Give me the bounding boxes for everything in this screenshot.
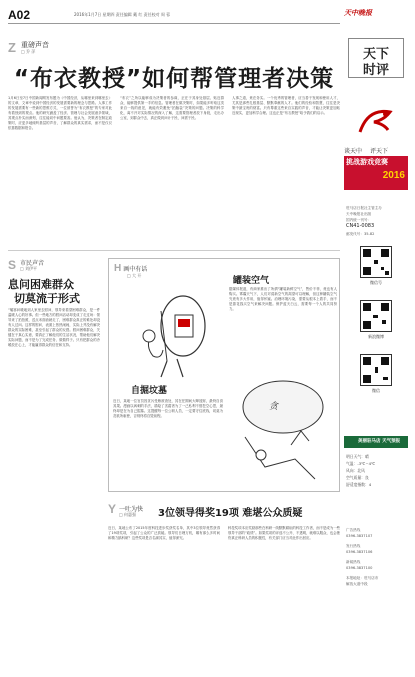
footer-line: 解放大道中段: [346, 582, 368, 586]
qr-code-icon: [361, 247, 391, 277]
cartoon-author: □ 大 开: [127, 273, 142, 278]
kicker-author: □ 何惠强: [119, 512, 137, 517]
kicker-title: 重磅声音: [21, 41, 49, 49]
footer-line: 新闻热线: [346, 560, 361, 564]
cartoon-caption-a: 自掘坟墓: [131, 386, 168, 396]
footer-line: 本报地址：驻马店市: [346, 576, 379, 580]
weather-row: 明日天气：晴: [346, 454, 369, 459]
footer-line: 0396-3837106: [346, 550, 373, 554]
lead-column-3: 人事之道，贵在务实。一个优秀的管理者，应当善于发现和使用人才，尤其是那些扎根基层、默默奉献的人才。他们的经验和智慧，往往是决策中最宝贵的财富。只有尊重这些来自实践的声音，才能让决策更加贴近现实，更加科学合理。这也正是“布衣教授”给予我们的启示。: [232, 96, 340, 115]
lead-headline: “布衣教授”如何帮管理者决策: [13, 66, 335, 92]
footer-line: 0396-3837107: [346, 534, 373, 538]
qr-code-2[interactable]: [360, 300, 392, 332]
kicker-letter: S: [8, 258, 17, 272]
cartoon-grave-illustration: [231, 367, 335, 487]
second-article-text: “嘘寒问暖地到人家里去慰问，领导来看望困难群众，是一件温暖人心的好事。但一些地方的慰问活动却变成了走过场：领导来了拍拍照，送点米面油就走了，困难群众真正的难处却没有人过问。这样的慰问，表面上热热闹闹，实际上并没有解决群众的实际困难，甚至引起了群众的反感。慰问困难群众，关键在于真心实意，要真正了解他们的生活状况，帮助他们解决实际问题，而不是为了完成任务、做做样子。只有把群众的冷暖放在心上，才能赢得群众的信任和支持。: [8, 308, 100, 347]
column-title-line1: 天下: [362, 47, 389, 62]
page-code: A02: [8, 8, 31, 22]
info-line-4: CN41-0083: [346, 223, 375, 229]
column-title-line2: 时评: [362, 63, 389, 78]
cartoon-backpack-illustration: [131, 281, 221, 381]
qr-label-2: 新浪微博: [368, 334, 384, 339]
qr-code-1[interactable]: [360, 246, 392, 278]
cartoon-panel: [108, 258, 340, 492]
newspaper-emblem-icon: [356, 104, 396, 140]
kicker-title: 市民声音: [20, 260, 45, 267]
qr-label-3: 微信: [372, 388, 380, 393]
weather-banner: [344, 436, 408, 448]
kicker-letter: Z: [8, 40, 16, 55]
qr-code-icon: [361, 355, 391, 385]
kicker-title: 画中有话: [123, 266, 148, 273]
info-line-5: 邮发代号：35-82: [346, 232, 375, 236]
kicker-title: 一吐为快: [119, 506, 144, 513]
weather-row: 舒适度指数：4: [346, 482, 372, 487]
info-line-3: 国内统一刊号：: [346, 218, 372, 222]
date-line: 2016年1月7日 星期四 责任编辑 戴 红 责任校对 周 蓉: [74, 12, 171, 17]
column-title-box: [348, 38, 404, 78]
page-header: [8, 8, 340, 24]
cartoon-caption-b: 罐装空气: [233, 276, 270, 286]
promo-number: 2016: [382, 170, 405, 181]
kicker-author: □ 刘伊平: [20, 266, 38, 271]
qr-label-1: 微信号: [370, 280, 382, 285]
lead-column-1: 1月6日至7日中国新闻网发布题为《中国经济，从哪里来到哪里去》的文章，文章中说到中国经济的发展需要新的理念与思路。人事工作的发展需要有一些新的思维方式，一位被誉为“布衣教授”的专家对此有着独到的观点。他的研究涵盖了经济、管理与社会发展诸多领域，其观点朴实而深刻，往往能切中问题要害。他认为，决策者在制定政策时，应更多地倾听基层的声音，了解群众的真实需求，而不是仅仅依靠数据和报告。: [8, 96, 112, 130]
info-line-1: 驻马店日报社主管主办: [346, 206, 382, 210]
bottom-column-1: 近日，某地公布了2015年度科技进步奖获奖名单，其中3位领导竟然获得了19项奖项，引起了公众的广泛质疑。领导们日理万机，哪有那么多时间和精力搞科研？这些奖项是否名副其实，值得深究。: [108, 526, 220, 540]
footer-line: 发行热线: [346, 544, 361, 548]
footer-line: 广告热线: [346, 528, 361, 532]
second-headline-line1: 息问困难群众: [8, 278, 74, 291]
weather-row: 气温：-3℃~4℃: [346, 461, 376, 466]
kicker-letter: H: [114, 263, 122, 274]
main-content: [8, 8, 340, 670]
kicker-letter: Y: [108, 502, 117, 516]
weather-row: 空气质量：良: [346, 475, 369, 480]
promo-title: 挑战游戏竞赛: [346, 158, 388, 166]
brand: [342, 8, 410, 24]
promo-banner[interactable]: [344, 156, 408, 190]
cartoon-text-a: 近日，某地一位官员因贪污受贿被查处，其在任期间大肆敛财，最终自食其果。漫画以讽刺的手法，描绘了贪腐者为了一己私利不惜挖空心思，最终却是在为自己掘墓。这提醒每一位公职人员，一定要守住底线，切莫为贪欲所驱使，否则终将自毁前程。: [113, 399, 223, 418]
cartoon-text-b: 据媒体报道，有商家推出了所谓“罐装新鲜空气”，售价不菲，竟也有人购买。雾霾天气下，人们对清新空气的渴望可以理解，但这种罐装空气究竟有多大作用，值得怀疑。治理环境污染，需要从根本上着手，而不是靠花钱买空气来解决问题。保护蓝天白云，需要每一个人的共同努力。: [229, 287, 337, 311]
motto-b: 评天下: [370, 148, 389, 155]
bottom-column-2: 科技奖项本应奖励那些在科研一线默默耕耘的科技工作者，而不是成为一些领导干部的“政绩”。如果奖项的评选不公开、不透明，就难以服众，也会挫伤真正科研人员的积极性，有关部门应当对此作出回应。: [228, 526, 340, 540]
second-headline-line2: 切莫流于形式: [14, 292, 80, 305]
section-divider: [8, 250, 340, 251]
info-line-2: 天中晚报社出版: [346, 212, 372, 216]
qr-code-icon: [361, 301, 391, 331]
sidebar: [342, 8, 410, 670]
footer-line: 0396-3837100: [346, 566, 373, 570]
motto-a: 谈天中: [344, 148, 363, 155]
weather-title: 美丽驻马店 天气预报: [358, 439, 401, 444]
bottom-headline: 3位领导得奖19项 难堪公众质疑: [158, 508, 303, 519]
brand-logo: 天中晚报: [344, 9, 372, 17]
qr-code-3[interactable]: [360, 354, 392, 386]
kicker-author: □ 乔 萍: [21, 49, 36, 54]
weather-row: 风向：北风: [346, 468, 365, 473]
svg-text:贪: 贪: [269, 402, 279, 412]
lead-column-2: “布衣”之所以能够成为决策者的参谋，正在于其身处基层、贴近群众，能够提供第一手的信息。管理者在做决策时，如果能多听取这类来自一线的意见，就能有效避免“拍脑袋”决策的问题。决策的科学化，离不开对实际情况的深入了解，这需要管理者放下身段，走出办公室，到群众中去，真正做到问计于民、问需于民。: [120, 96, 224, 120]
